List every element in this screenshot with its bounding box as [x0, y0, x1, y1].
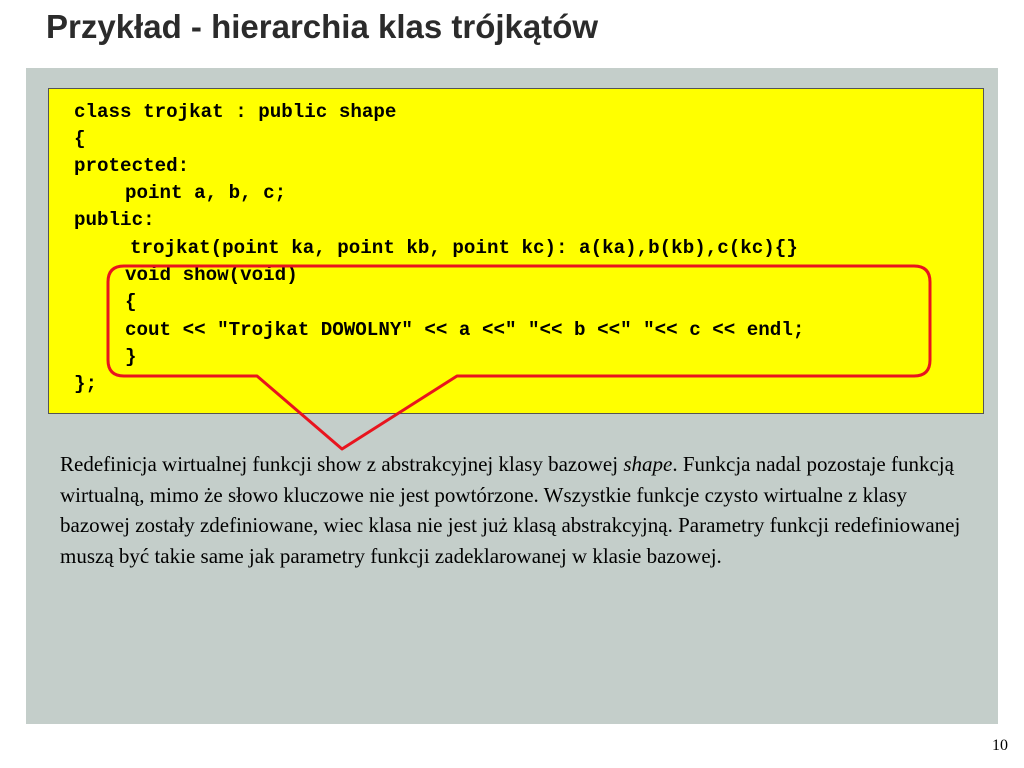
slide-title: Przykład - hierarchia klas trójkątów	[46, 8, 599, 45]
description-part: Redefinicja wirtualnej funkcji show z abstrakcyjnej klasy bazowej	[60, 452, 624, 476]
code-line: {	[74, 128, 86, 150]
code-line: protected:	[74, 155, 190, 177]
description-text	[60, 449, 980, 571]
code-line: {	[125, 291, 137, 313]
description-part: . Funkcja nadal pozostaje funkcją wirtualną, mimo że słowo kluczowe nie jest powtórzone. Wszystkie funkcje czysto wirtualne z klasy bazowej zostały zdefiniowane, wiec klasa nie jest już klasą abstrakcyjną. Parametry funkcji redefiniowanej muszą być takie same jak parametry funkcji zadeklarowanej w klasie bazowej.	[60, 452, 961, 568]
code-line: point a, b, c;	[125, 182, 287, 204]
code-line: public:	[74, 209, 155, 231]
code-line: trojkat(point ka, point kb, point kc): a(ka),b(kb),c(kc){}	[130, 237, 798, 259]
code-line: void show(void)	[125, 264, 298, 286]
description-emphasis: shape	[623, 452, 673, 476]
code-line: }	[125, 346, 137, 368]
code-line: };	[74, 373, 98, 395]
page-number: 10	[992, 737, 1008, 754]
code-line: cout << "Trojkat DOWOLNY" << a <<" "<< b <<" "<< c << endl;	[125, 319, 805, 341]
code-line: class trojkat : public shape	[74, 101, 397, 123]
